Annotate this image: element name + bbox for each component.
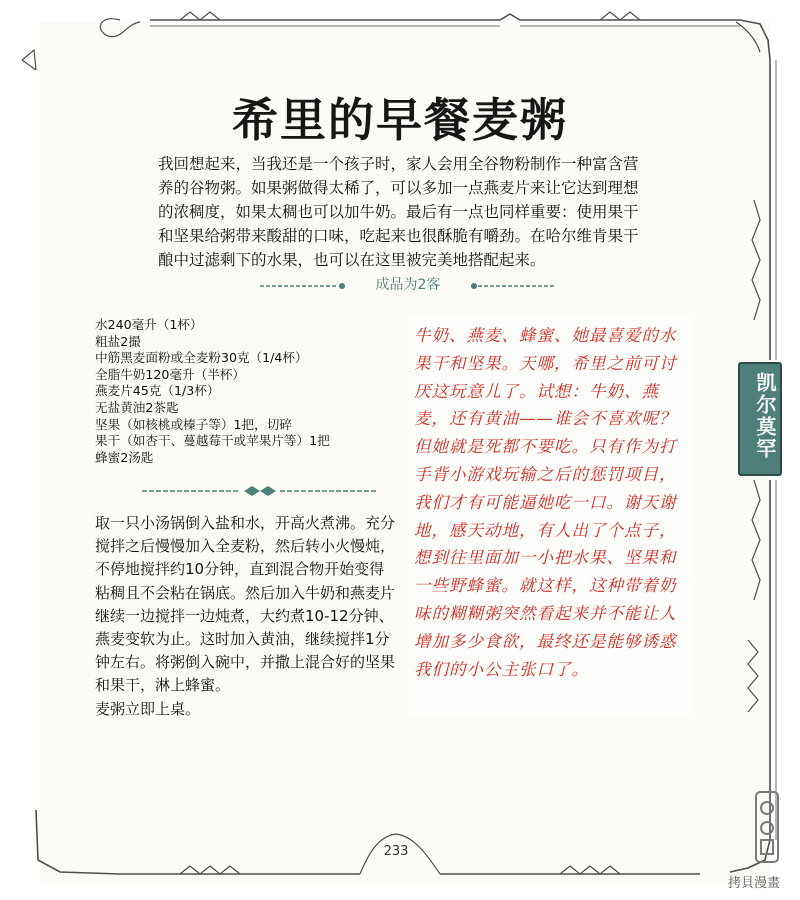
watermark-text: 拷貝漫畫 [728, 876, 781, 891]
serves-row [258, 272, 558, 296]
ingredients-list [95, 317, 395, 466]
recipe-title: 希里的早餐麦粥 [232, 93, 568, 147]
ornament-right-icon [468, 274, 558, 298]
serves-label: 成品为2客 [375, 277, 441, 293]
chapter-tab-label: 凯尔莫罕 [753, 372, 777, 460]
section-divider [140, 484, 380, 498]
ingredient-item: 果干（如杏干、蔓越莓干或苹果片等）1把 [95, 433, 330, 449]
ingredient-item: 燕麦片45克（1/3杯） [95, 383, 220, 399]
handwritten-note: 牛奶、燕麦、蜂蜜、她最喜爱的水果干和坚果。天哪，希里之前可讨厌这玩意儿了。试想：牛奶、燕麦，还有黄油——谁会不喜欢呢？但她就是死都不要吃。只有作为打手背小游戏玩输之后的惩罚项目，我们才有可能逼她吃一口。谢天谢地，感天动地，有人出了个点子，想到往里面加一小把水果、坚果和一些野蜂蜜。就这样，这种带着奶味的糊糊粥突然看起来并不能让人增加多少食欲，最终还是能够诱惑我们的小公主张口了。 [414, 326, 677, 679]
intro-paragraph: 我回想起来，当我还是一个孩子时，家人会用全谷物粉制作一种富含营养的谷物粥。如果粥做得太稀了，可以多加一点燕麦片来让它达到理想的浓稠度，如果太稠也可以加牛奶。最后有一点也同样重要：使用果干和坚果给粥带来酸甜的口味，吃起来也很酥脆有嚼劲。在哈尔维肯果干酿中过滤剩下的水果，也可以在这里被完美地搭配起来。 [158, 155, 639, 269]
method-step: 取一只小汤锅倒入盐和水，开高火煮沸。充分搅拌之后慢慢加入全麦粉，然后转小火慢炖，不停地搅拌约10分钟，直到混合物开始变得粘稠且不会粘在锅底。然后加入牛奶和燕麦片继续一边搅拌一边炖煮，大约煮10-12分钟、燕麦变软为止。这时加入黄油，继续搅拌1分钟左右。将粥倒入碗中，并撒上混合好的坚果和果干，淋上蜂蜜。 [95, 514, 396, 695]
chapter-tab [738, 362, 782, 476]
method-section [95, 512, 395, 721]
watermark-logo-icon [752, 788, 782, 866]
ingredient-item: 全脂牛奶120毫升（半杯） [95, 366, 245, 382]
ingredient-item: 坚果（如核桃或榛子等）1把，切碎 [95, 416, 292, 432]
method-step: 麦粥立即上桌。 [95, 699, 201, 718]
ingredient-item: 中筋黑麦面粉或全麦粉30克（1/4杯） [95, 350, 308, 366]
ingredient-item: 蜂蜜2汤匙 [95, 449, 154, 465]
ingredient-item: 无盐黄油2茶匙 [95, 399, 179, 415]
ingredient-item: 粗盐2撮 [95, 333, 141, 349]
page-number: 233 [383, 844, 409, 859]
ingredient-item: 水240毫升（1杯） [95, 317, 203, 332]
